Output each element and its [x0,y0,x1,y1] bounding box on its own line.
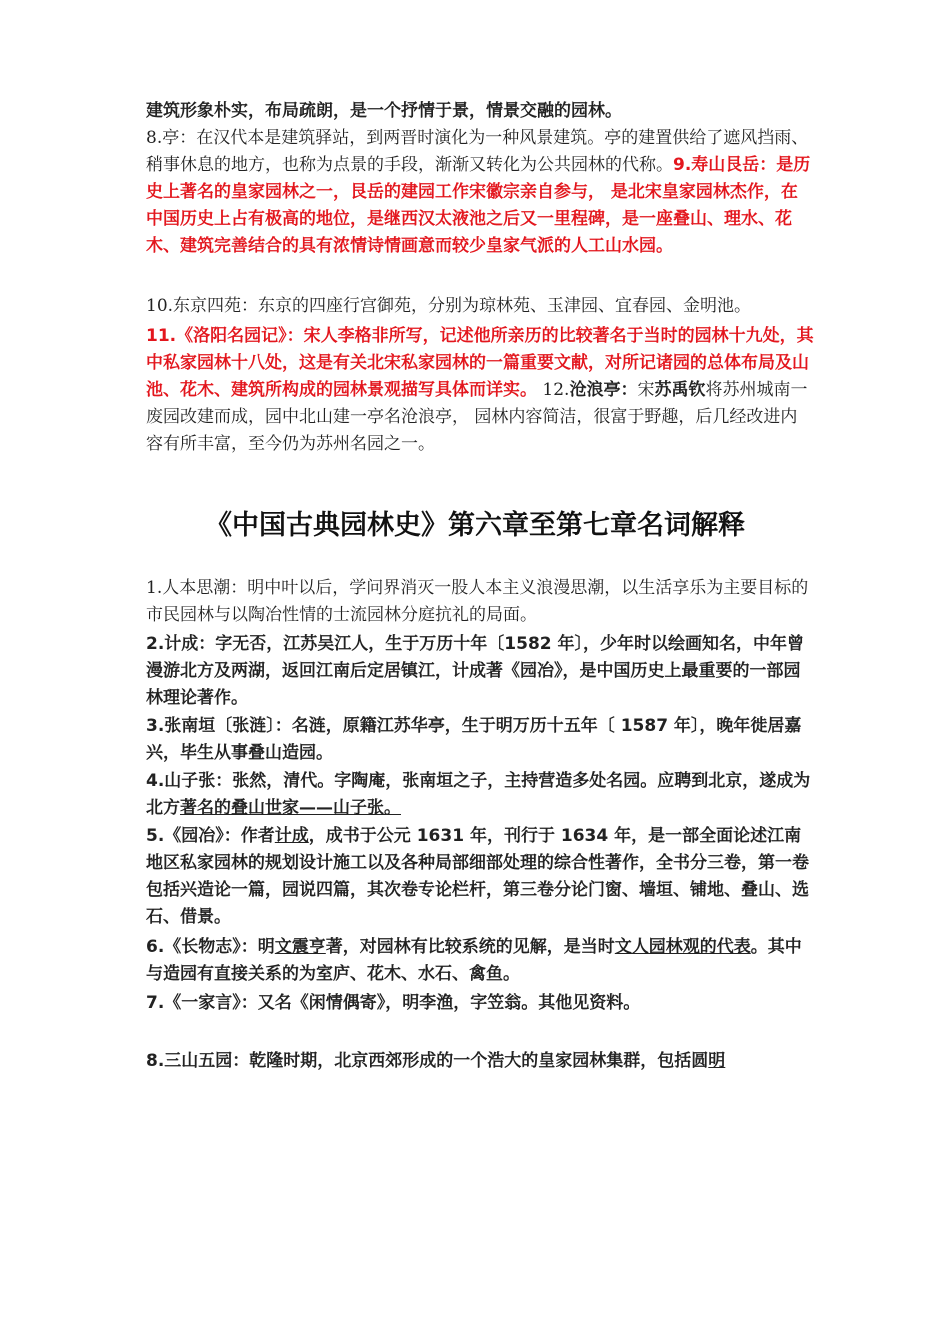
term-4-text: 4.山子张：张然，清代。字陶庵，张南垣之子，主持营造多处名园。应聘到北京，遂成为北方 [146,771,811,818]
term-6-underlined: 文人园林观的代表 [614,937,751,957]
term-5 [146,823,814,931]
term-6-text-b: 著，对园林有比较系统的见解，是当时 [325,937,615,957]
paragraph-7-tail: 建筑形象朴实，布局疏朗，是一个抒情于景，情景交融的园林。 [146,101,622,121]
term-2: 2.计成：字无否，江苏吴江人，生于万历十年〔1582 年〕，少年时以绘画知名，中年曾漫游北方及两湖，返回江南后定居镇江，计成著《园冶》，是中国历史上最重要的一部园林理论著作。 [146,634,805,708]
term-6-text-c: 。其中与造园有直接关系的为室庐、花木、水石、禽鱼。 [146,937,802,984]
term-8 [146,1048,814,1075]
term-6-author: 文震亨 [274,937,326,957]
term-1: 1.人本思潮：明中叶以后，学问界消灭一股人本主义浪漫思潮，以生活享乐为主要目标的市民园林与以陶冶性情的士流园林分庭抗礼的局面。 [146,578,809,625]
term-7: 7.《一家言》：又名《闲情偶寄》，明李渔，字笠翁。其他见资料。 [146,993,641,1013]
term-4 [146,768,814,822]
term-4-underlined: 著名的叠山世家——山子张。 [180,798,401,818]
term-6 [146,934,814,988]
term-8-underlined: 明 [708,1051,726,1071]
paragraph-11 [146,323,814,458]
paragraph-12-text-b: 将苏州城南一废园改建而成，园中北山建一亭名沧浪亭， 园林内容简洁，很富于野趣，后几经改进内容有所丰富，至今仍为苏州名园之一。 [146,380,808,454]
term-5-author: 计成 [274,826,309,846]
term-6-text-a: 6.《长物志》：明 [146,937,275,957]
term-3: 3.张南垣〔张涟〕：名涟，原籍江苏华亭，生于明万历十五年〔 1587 年〕，晚年徙居嘉兴，毕生从事叠山造园。 [146,716,802,763]
paragraph-8-text: 8.亭：在汉代本是建筑驿站，到两晋时演化为一种风景建筑。亭的建置供给了遮风挡雨、稍事休息的地方，也称为点景的手段，渐渐又转化为公共园林的代称。 [146,128,809,175]
paragraph-12-term: 沧浪亭： [569,380,638,400]
section-title: 《中国古典园林史》第六章至第七章名词解释 [205,510,745,541]
paragraph-10: 10.东京四苑：东京的四座行宫御苑，分别为琼林苑、玉津园、宜春园、金明池。 [146,296,752,316]
term-5-text-a: 5.《园冶》：作者 [146,826,275,846]
paragraph-8 [146,125,814,260]
term-5-text-b: ，成书于公元 1631 年，刊行于 1634 年，是一部全面论述江南地区私家园林的规划设计施工以及各种局部细部处理的综合性著作，全书分三卷，第一卷包括兴造论一篇，园说四篇，其次卷专论栏杆，第三卷分论门窗、墙垣、铺地、叠山、选石、借景。 [146,826,809,927]
paragraph-11-text: 11.《洛阳名园记》：宋人李格非所写，记述他所亲历的比较著名于当时的园林十九处，其中私家园林十八处，这是有关北宋私家园林的一篇重要文献，对所记诸园的总体布局及山池、花木、建筑所构成的园林景观描写具体而详实。 [146,326,814,400]
paragraph-12-name: 苏禹钦 [654,380,706,400]
paragraph-12-number: 12. [537,380,570,400]
term-8-text: 8.三山五园：乾隆时期，北京西郊形成的一个浩大的皇家园林集群，包括圆 [146,1051,709,1071]
paragraph-9: 9.寿山艮岳：是历史上著名的皇家园林之一，艮岳的建园工作宋徽宗亲自参与， 是北宋皇家园林杰作，在中国历史上占有极高的地位，是继西汉太液池之后又一里程碑，是一座叠山、理水、花木、建筑完善结合的具有浓情诗情画意而较少皇家气派的人工山水园。 [146,155,811,256]
paragraph-12-text-a: 宋 [637,380,655,400]
